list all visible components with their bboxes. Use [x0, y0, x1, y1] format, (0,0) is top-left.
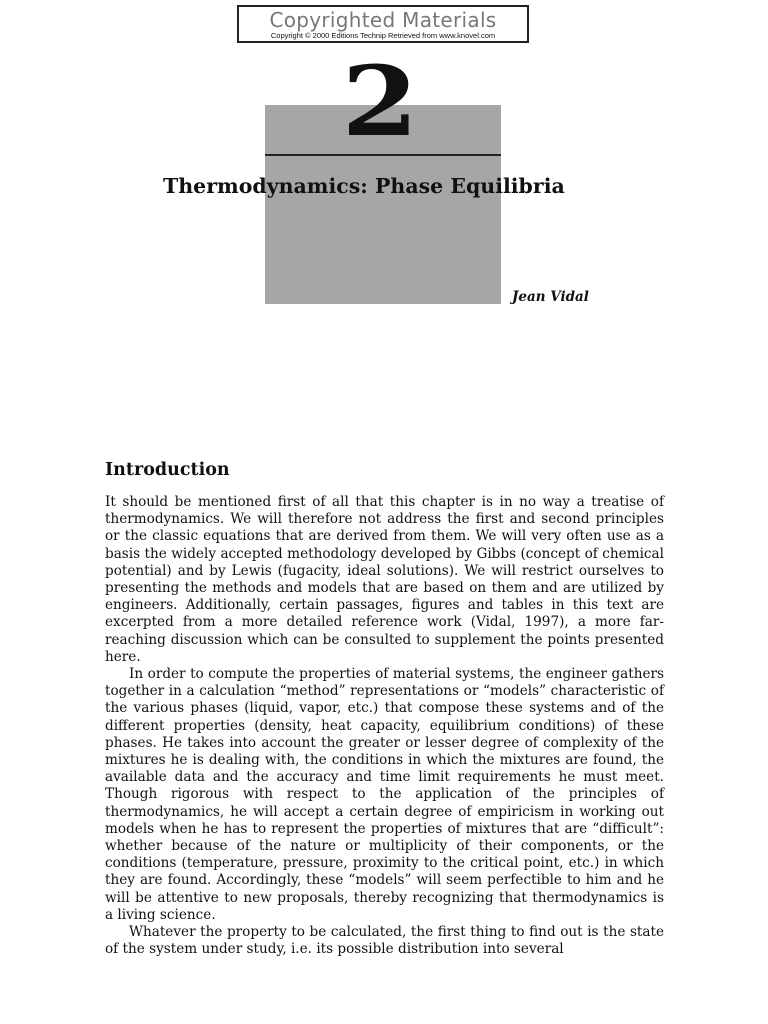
body-text: [105, 494, 664, 958]
copyright-notice: Copyright © 2000 Editions Technip Retrieved from www.knovel.com: [270, 31, 496, 40]
section-heading: Introduction: [105, 460, 230, 480]
paragraph: In order to compute the properties of material systems, the engineer gathers together in a calculation “method” representations or “models” characteristic of the various phases (liquid, vapor, etc.) that compose these systems and of the different properties (density, heat capacity, equilibrium conditions) of these phases. He takes into account the greater or lesser degree of complexity of the mixtures he is dealing with, the conditions in which the mixtures are found, the available data and the accuracy and time limit requirements he must meet. Though rigorous with respect to the application of the principles of thermodynamics, he will accept a certain degree of empiricism in working out models when he has to represent the properties of mixtures that are “difficult”: whether because of the nature or multiplicity of their components, or the conditions (temperature, pressure, proximity to the critical point, etc.) in which they are found. Accordingly, these “models” will seem perfectible to him and he will be attentive to new proposals, thereby recognizing that thermodynamics is a living science.: [105, 666, 664, 923]
copyright-banner-title: Copyrighted Materials: [269, 8, 497, 32]
paragraph: Whatever the property to be calculated, the first thing to find out is the state of the system under study, i.e. its possible distribution into several: [105, 924, 664, 958]
chapter-number: 2: [341, 45, 419, 158]
chapter-author: Jean Vidal: [512, 289, 589, 305]
copyright-banner: [237, 5, 529, 43]
chapter-title: Thermodynamics: Phase Equilibria: [163, 174, 565, 198]
paragraph: It should be mentioned first of all that this chapter is in no way a treatise of thermodynamics. We will therefore not address the first and second principles or the classic equations that are derived from them. We will very often use as a basis the widely accepted methodology developed by Gibbs (concept of chemical potential) and by Lewis (fugacity, ideal solutions). We will restrict ourselves to presenting the methods and models that are based on them and are utilized by engineers. Additionally, certain passages, figures and tables in this text are excerpted from a more detailed reference work (Vidal, 1997), a more far-reaching discussion which can be consulted to supplement the points presented here.: [105, 494, 664, 665]
